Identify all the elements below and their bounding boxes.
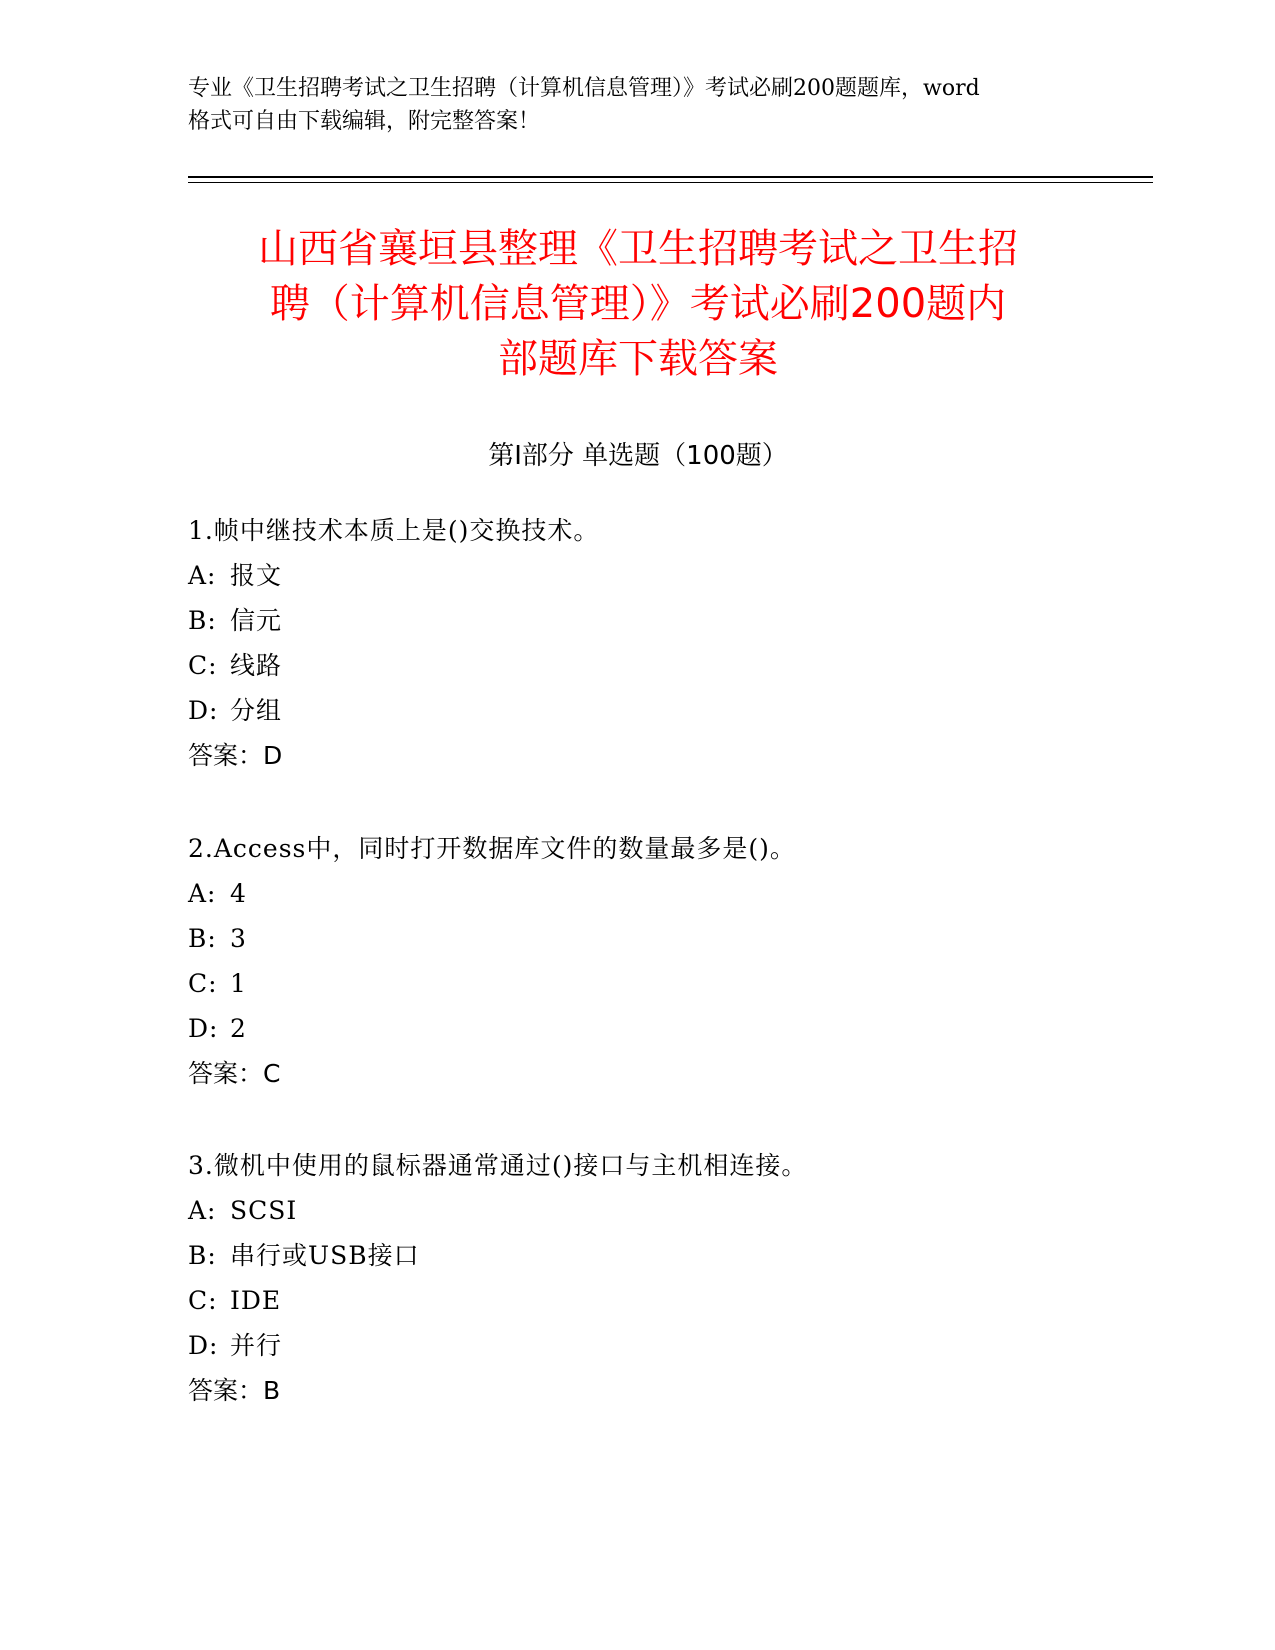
option-d (188, 1323, 1138, 1368)
header-note (188, 72, 1088, 138)
option-text: 串行或USB接口 (230, 1241, 420, 1270)
option-text: SCSI (230, 1196, 298, 1225)
option-a (188, 1188, 1138, 1233)
header-divider-thick (188, 176, 1153, 178)
option-text: IDE (230, 1286, 282, 1315)
option-text: 线路 (230, 651, 283, 680)
option-b (188, 1233, 1138, 1278)
section-heading: 第I部分 单选题（100题） (488, 441, 788, 471)
question-stem: 3.微机中使用的鼠标器通常通过()接口与主机相连接。 (188, 1151, 808, 1180)
option-letter: D: (188, 696, 219, 725)
option-letter: B: (188, 924, 217, 953)
question-2 (188, 826, 1138, 1096)
option-text: 3 (230, 924, 247, 953)
question-stem: 1.帧中继技术本质上是()交换技术。 (188, 516, 600, 545)
option-text: 2 (230, 1014, 247, 1043)
option-letter: D: (188, 1014, 219, 1043)
document-title-line-2: 聘（计算机信息管理）》考试必刷200题内 (269, 281, 1007, 327)
option-letter: B: (188, 606, 217, 635)
option-text: 1 (230, 969, 247, 998)
option-a (188, 871, 1138, 916)
question-1 (188, 508, 1138, 778)
option-letter: C: (188, 651, 218, 680)
option-c (188, 961, 1138, 1006)
option-b (188, 598, 1138, 643)
option-text: 分组 (230, 696, 283, 725)
option-letter: B: (188, 1241, 217, 1270)
option-letter: D: (188, 1331, 219, 1360)
option-b (188, 916, 1138, 961)
option-text: 信元 (230, 606, 283, 635)
header-divider-thin (188, 182, 1153, 183)
option-text: 4 (230, 879, 247, 908)
question-3 (188, 1143, 1138, 1413)
option-letter: A: (188, 561, 217, 590)
option-letter: C: (188, 969, 218, 998)
header-note-line-1: 专业《卫生招聘考试之卫生招聘（计算机信息管理）》考试必刷200题题库，word (188, 76, 980, 101)
option-a (188, 553, 1138, 598)
header-note-line-2: 格式可自由下载编辑，附完整答案！ (188, 109, 541, 134)
option-letter: A: (188, 1196, 217, 1225)
document-title-line-1: 山西省襄垣县整理《卫生招聘考试之卫生招 (258, 226, 1018, 272)
answer: 答案：D (188, 741, 283, 770)
option-letter: C: (188, 1286, 218, 1315)
answer: 答案：C (188, 1059, 281, 1088)
question-stem: 2.Access中，同时打开数据库文件的数量最多是()。 (188, 834, 796, 863)
option-d (188, 688, 1138, 733)
option-text: 并行 (230, 1331, 283, 1360)
document-title (188, 222, 1088, 387)
option-d (188, 1006, 1138, 1051)
answer: 答案：B (188, 1376, 281, 1405)
option-c (188, 643, 1138, 688)
option-c (188, 1278, 1138, 1323)
option-letter: A: (188, 879, 217, 908)
document-title-line-3: 部题库下载答案 (498, 336, 778, 382)
option-text: 报文 (230, 561, 283, 590)
